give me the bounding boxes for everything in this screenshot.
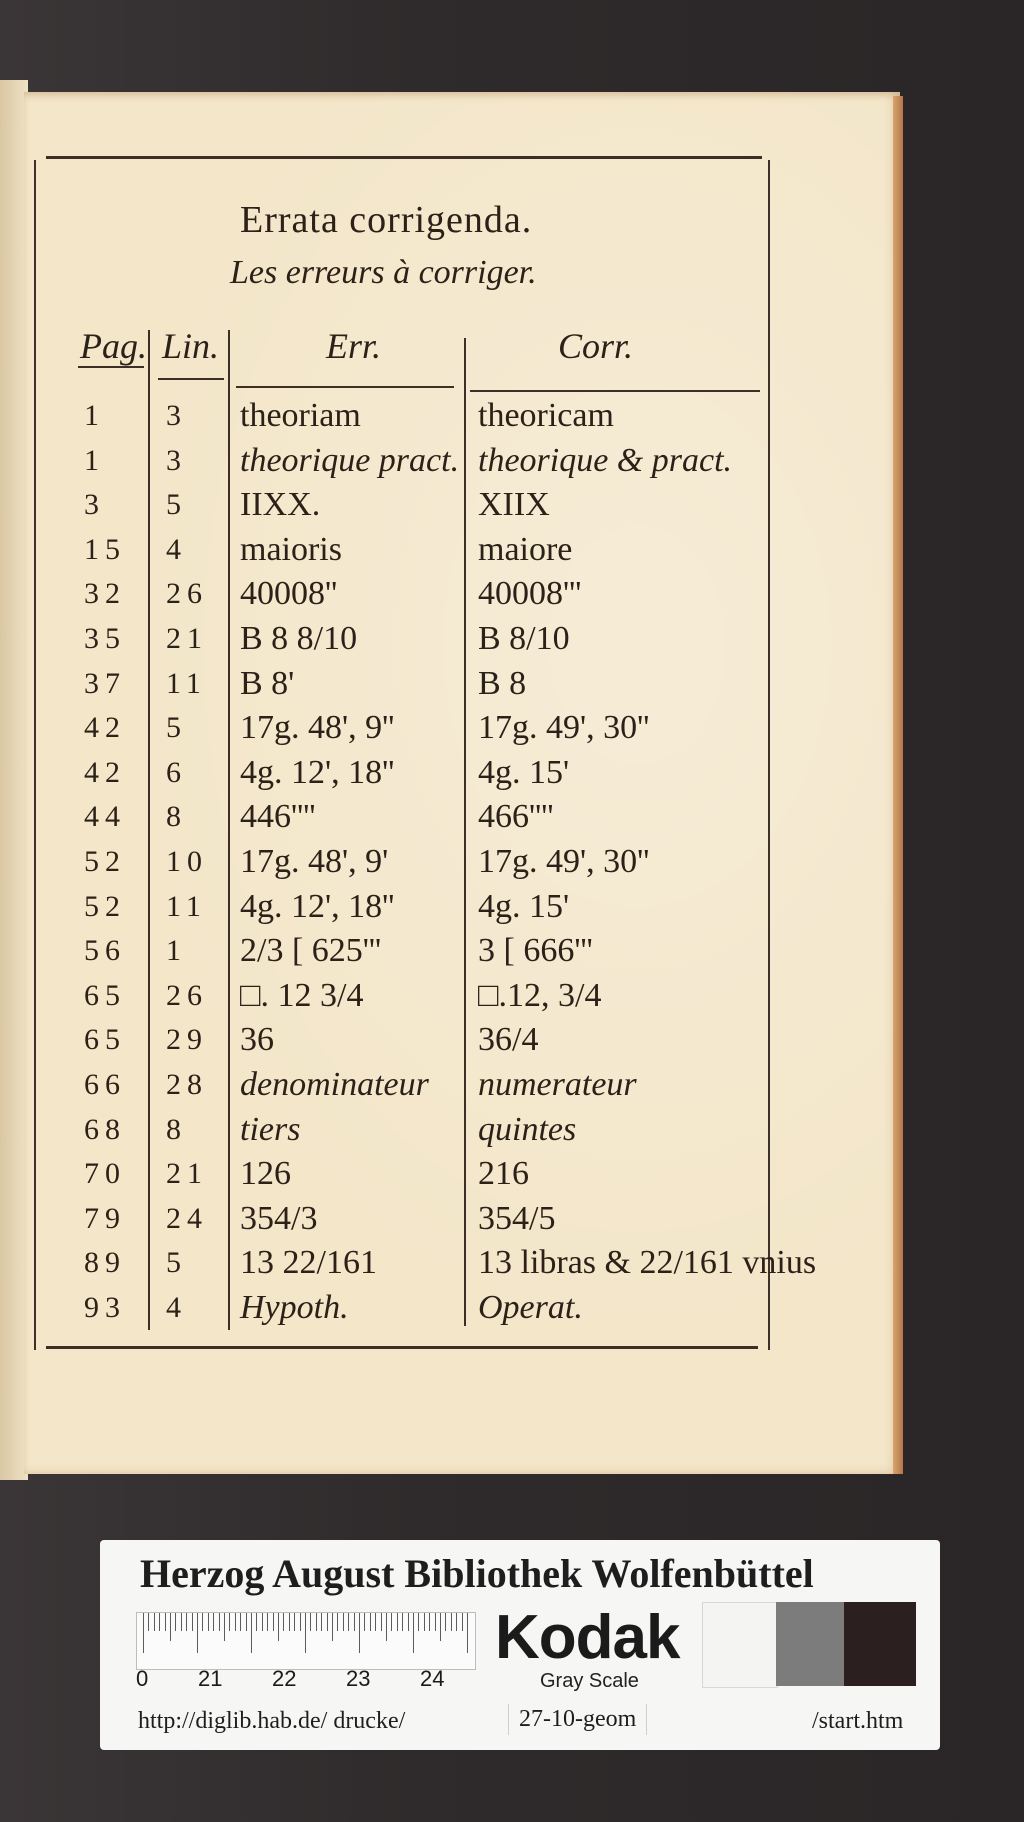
row-error-text: 4g. 12', 18'' [240, 754, 395, 791]
ruler-tick [343, 1613, 344, 1631]
row-correction-text: 4g. 15' [478, 754, 570, 791]
ruler-tick [354, 1613, 355, 1631]
row-error-text: 40008'' [240, 575, 338, 612]
row-correction-text: 17g. 49', 30'' [478, 843, 650, 880]
shelfmark: 27-10-geom [508, 1704, 647, 1735]
ruler-tick [375, 1613, 376, 1631]
ruler-tick [408, 1613, 409, 1631]
row-correction-text: B 8/10 [478, 620, 570, 657]
ruler-tick [267, 1613, 268, 1631]
row-error-text: 2/3 [ 625''' [240, 932, 382, 969]
header-rule [158, 378, 224, 380]
ruler-tick [300, 1613, 301, 1631]
ruler-number: 24 [420, 1666, 445, 1691]
row-page-number: 79 [84, 1202, 126, 1235]
row-correction-text: 40008''' [478, 575, 582, 612]
ruler-number: 22 [272, 1666, 297, 1691]
ruler-tick [381, 1613, 382, 1631]
row-line-number: 24 [166, 1202, 208, 1235]
row-page-number: 3 [84, 488, 105, 521]
ruler-tick [181, 1613, 182, 1631]
header-pag: Pag. [80, 326, 147, 366]
row-page-number: 32 [84, 577, 126, 610]
header-err: Err. [326, 326, 382, 366]
row-correction-text: theoricam [478, 397, 614, 434]
row-page-number: 35 [84, 622, 126, 655]
top-rule [46, 156, 762, 159]
row-line-number: 28 [166, 1068, 208, 1101]
row-line-number: 4 [166, 533, 187, 566]
header-rule [236, 386, 454, 388]
ruler-tick [165, 1613, 166, 1631]
row-line-number: 4 [166, 1291, 187, 1324]
ruler-tick [391, 1613, 392, 1631]
row-line-number: 11 [166, 890, 207, 923]
ruler-tick [240, 1613, 241, 1631]
row-correction-text: 466'''' [478, 798, 554, 835]
ruler-tick [246, 1613, 247, 1631]
ruler-tick [186, 1613, 187, 1631]
ruler-tick [327, 1613, 328, 1631]
row-line-number: 21 [166, 622, 208, 655]
ruler-tick [278, 1613, 279, 1641]
scale-ruler [136, 1612, 476, 1670]
ruler-tick [219, 1613, 220, 1631]
row-error-text: denominateur [240, 1066, 429, 1103]
row-correction-text: 354/5 [478, 1200, 556, 1237]
row-correction-text: B 8 [478, 665, 527, 702]
ruler-tick [321, 1613, 322, 1631]
ruler-tick [192, 1613, 193, 1631]
row-correction-text: 216 [478, 1155, 529, 1192]
ruler-tick [251, 1613, 252, 1653]
row-correction-text: quintes [478, 1111, 577, 1148]
row-line-number: 8 [166, 800, 187, 833]
ruler-tick [348, 1613, 349, 1631]
row-line-number: 5 [166, 488, 187, 521]
row-error-text: theoriam [240, 397, 361, 434]
ruler-tick [456, 1613, 457, 1631]
row-correction-text: maiore [478, 531, 573, 568]
row-line-number: 26 [166, 577, 208, 610]
ruler-tick [413, 1613, 414, 1653]
header-rule [470, 390, 760, 392]
row-page-number: 56 [84, 934, 126, 967]
bottom-rule [46, 1346, 758, 1349]
header-rule [78, 366, 144, 368]
ruler-tick [148, 1613, 149, 1631]
column-divider [464, 338, 466, 1326]
ruler-tick [273, 1613, 274, 1631]
row-line-number: 5 [166, 1246, 187, 1279]
row-error-text: 36 [240, 1021, 274, 1058]
row-page-number: 42 [84, 756, 126, 789]
ruler-tick [429, 1613, 430, 1631]
row-line-number: 1 [166, 934, 187, 967]
ruler-tick [467, 1613, 468, 1653]
ruler-tick [154, 1613, 155, 1631]
ruler-number: 0 [136, 1666, 149, 1691]
ruler-tick [143, 1613, 144, 1653]
row-error-text: B 8 8/10 [240, 620, 358, 657]
row-line-number: 3 [166, 444, 187, 477]
library-label [100, 1540, 940, 1750]
row-page-number: 66 [84, 1068, 126, 1101]
row-correction-text: 13 libras & 22/161 vnius [478, 1244, 817, 1281]
column-divider [148, 330, 150, 1330]
row-correction-text: 36/4 [478, 1021, 539, 1058]
gray-swatch-mid [776, 1602, 844, 1686]
ruler-tick [159, 1613, 160, 1631]
ruler-tick [305, 1613, 306, 1653]
row-line-number: 8 [166, 1113, 187, 1146]
gray-swatch-white [702, 1602, 778, 1688]
ruler-tick [213, 1613, 214, 1631]
row-page-number: 70 [84, 1157, 126, 1190]
row-error-text: 17g. 48', 9'' [240, 709, 395, 746]
row-page-number: 65 [84, 1023, 126, 1056]
ruler-number: 21 [198, 1666, 223, 1691]
url-suffix: /start.htm [812, 1708, 904, 1734]
row-page-number: 1 [84, 444, 105, 477]
ruler-tick [445, 1613, 446, 1631]
row-error-text: tiers [240, 1111, 301, 1148]
page-title: Errata corrigenda. [240, 199, 533, 241]
ruler-tick [435, 1613, 436, 1631]
row-error-text: theorique pract. [240, 442, 460, 479]
ruler-tick [208, 1613, 209, 1631]
row-line-number: 6 [166, 756, 187, 789]
ruler-tick [359, 1613, 360, 1653]
row-line-number: 3 [166, 399, 187, 432]
row-error-text: 126 [240, 1155, 291, 1192]
row-correction-text: XIIX [478, 486, 550, 523]
page-subtitle: Les erreurs à corriger. [230, 254, 537, 291]
row-error-text: 446'''' [240, 798, 316, 835]
ruler-tick [229, 1613, 230, 1631]
ruler-tick [332, 1613, 333, 1641]
row-correction-text: theorique & pract. [478, 442, 733, 479]
header-lin: Lin. [162, 326, 220, 366]
library-name: Herzog August Bibliothek Wolfenbüttel [140, 1551, 814, 1596]
ruler-tick [386, 1613, 387, 1641]
row-correction-text: numerateur [478, 1066, 637, 1103]
ruler-tick [440, 1613, 441, 1641]
ruler-tick [170, 1613, 171, 1641]
row-page-number: 52 [84, 845, 126, 878]
ruler-tick [202, 1613, 203, 1631]
row-line-number: 26 [166, 979, 208, 1012]
gray-scale-label: Gray Scale [540, 1670, 639, 1692]
row-line-number: 29 [166, 1023, 208, 1056]
row-error-text: 13 22/161 [240, 1244, 377, 1281]
ruler-number: 23 [346, 1666, 371, 1691]
row-page-number: 44 [84, 800, 126, 833]
ruler-tick [370, 1613, 371, 1631]
row-error-text: 17g. 48', 9' [240, 843, 389, 880]
ruler-tick [397, 1613, 398, 1631]
ruler-tick [451, 1613, 452, 1631]
ruler-tick [310, 1613, 311, 1631]
row-page-number: 52 [84, 890, 126, 923]
row-error-text: 4g. 12', 18'' [240, 888, 395, 925]
ruler-tick [175, 1613, 176, 1631]
ruler-tick [235, 1613, 236, 1631]
ruler-tick [262, 1613, 263, 1631]
row-page-number: 37 [84, 667, 126, 700]
ruler-tick [418, 1613, 419, 1631]
ruler-tick [294, 1613, 295, 1631]
row-error-text: maioris [240, 531, 342, 568]
row-line-number: 21 [166, 1157, 208, 1190]
row-line-number: 10 [166, 845, 208, 878]
gray-swatch-dark [844, 1602, 916, 1686]
row-page-number: 15 [84, 533, 126, 566]
row-error-text: □. 12 3/4 [240, 977, 364, 1014]
row-error-text: B 8' [240, 665, 295, 702]
row-error-text: IIXX. [240, 486, 321, 523]
ruler-tick [256, 1613, 257, 1631]
ruler-tick [197, 1613, 198, 1653]
ruler-tick [462, 1613, 463, 1631]
ruler-tick [224, 1613, 225, 1641]
page-edge [893, 96, 903, 1474]
row-page-number: 68 [84, 1113, 126, 1146]
kodak-logo: Kodak [495, 1603, 680, 1672]
row-page-number: 65 [84, 979, 126, 1012]
row-correction-text: 17g. 49', 30'' [478, 709, 650, 746]
ruler-tick [337, 1613, 338, 1631]
column-divider [228, 330, 230, 1330]
ruler-tick [402, 1613, 403, 1631]
row-error-text: 354/3 [240, 1200, 318, 1237]
row-correction-text: 4g. 15' [478, 888, 570, 925]
row-page-number: 1 [84, 399, 105, 432]
row-line-number: 5 [166, 711, 187, 744]
row-page-number: 93 [84, 1291, 126, 1324]
row-correction-text: Operat. [478, 1289, 583, 1326]
row-correction-text: 3 [ 666''' [478, 932, 593, 969]
url-prefix: http://diglib.hab.de/ drucke/ [138, 1708, 406, 1734]
ruler-tick [424, 1613, 425, 1631]
row-page-number: 42 [84, 711, 126, 744]
ruler-tick [316, 1613, 317, 1631]
row-line-number: 11 [166, 667, 207, 700]
row-error-text: Hypoth. [240, 1289, 349, 1326]
header-corr: Corr. [558, 326, 634, 366]
ruler-tick [289, 1613, 290, 1631]
row-page-number: 89 [84, 1246, 126, 1279]
ruler-tick [364, 1613, 365, 1631]
row-correction-text: □.12, 3/4 [478, 977, 602, 1014]
ruler-tick [283, 1613, 284, 1631]
